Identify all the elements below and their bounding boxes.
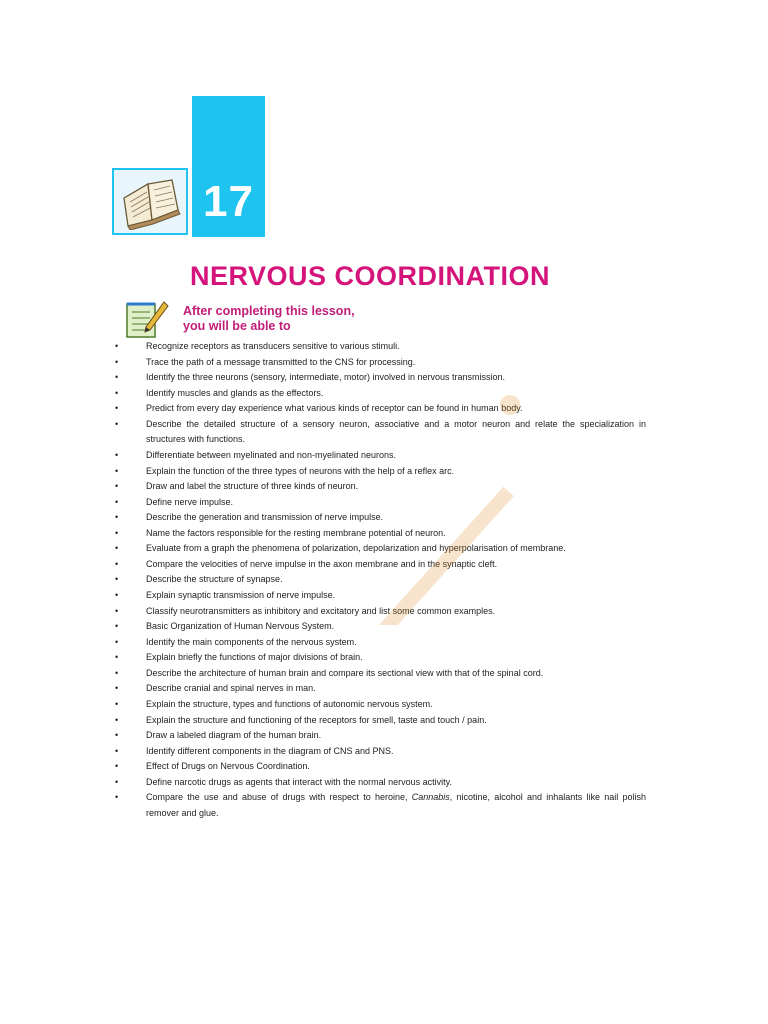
bullet: • — [115, 776, 119, 787]
bullet: • — [115, 714, 119, 725]
objective-item — [112, 557, 646, 573]
objective-text: Describe cranial and spinal nerves in man. — [146, 683, 316, 694]
objective-item — [112, 635, 646, 651]
objective-text: Define narcotic drugs as agents that interact with the normal nervous activity. — [146, 776, 452, 787]
objective-item — [112, 448, 646, 464]
objective-item-last — [112, 790, 646, 821]
objective-item — [112, 526, 646, 542]
lesson-intro — [183, 304, 443, 334]
objective-text: Trace the path of a message transmitted to the CNS for processing. — [146, 356, 416, 367]
bullet: • — [115, 512, 119, 523]
objective-item — [112, 713, 646, 729]
objective-item — [112, 339, 646, 355]
bullet: • — [115, 698, 119, 709]
chapter-icon-box — [112, 168, 188, 235]
objective-text: Draw a labeled diagram of the human brain. — [146, 730, 322, 741]
objective-text: Recognize receptors as transducers sensitive to various stimuli. — [146, 341, 400, 351]
objective-item — [112, 510, 646, 526]
bullet: • — [115, 387, 119, 398]
bullet: • — [115, 667, 119, 678]
bullet: • — [115, 527, 119, 538]
objective-item — [112, 541, 646, 557]
objective-text: Classify neurotransmitters as inhibitory and excitatory and list some common examples. — [146, 605, 496, 616]
open-book-icon — [118, 176, 184, 230]
objectives-list — [112, 339, 646, 821]
objective-item — [112, 728, 646, 744]
objective-text: Differentiate between myelinated and non-myelinated neurons. — [146, 449, 396, 460]
objective-text: Describe the structure of synapse. — [146, 574, 283, 585]
objective-item — [112, 775, 646, 791]
bullet: • — [115, 465, 119, 476]
objective-text: Identify muscles and glands as the effectors. — [146, 387, 324, 398]
objective-text: Compare the velocities of nerve impulse in the axon membrane and in the synaptic cleft. — [146, 558, 498, 569]
objective-text: Describe the detailed structure of a sensory neuron, associative and a motor neuron and relate the specialization in structures with functions. — [146, 418, 646, 445]
intro-line-1: After completing this lesson, — [183, 304, 355, 318]
objective-item — [112, 386, 646, 402]
chapter-title: NERVOUS COORDINATION — [190, 261, 551, 291]
objective-item — [112, 588, 646, 604]
objective-item — [112, 355, 646, 371]
objective-item — [112, 417, 646, 448]
objective-text: Explain the structure, types and functions of autonomic nervous system. — [146, 698, 433, 709]
objective-text-italic: Cannabis — [411, 792, 450, 803]
objective-item — [112, 650, 646, 666]
objective-item — [112, 681, 646, 697]
objective-item — [112, 744, 646, 760]
bullet: • — [115, 745, 119, 756]
objective-text: Explain synaptic transmission of nerve impulse. — [146, 590, 336, 600]
objective-text: Define nerve impulse. — [146, 496, 234, 507]
chapter-number: 17 — [203, 177, 254, 226]
bullet: • — [115, 356, 119, 367]
bullet: • — [115, 496, 119, 507]
objective-text: Explain briefly the functions of major divisions of brain. — [146, 652, 363, 663]
bullet: • — [115, 621, 119, 632]
objective-item — [112, 495, 646, 511]
objective-item — [112, 479, 646, 495]
objective-text: Describe the generation and transmission of nerve impulse. — [146, 512, 384, 523]
bullet: • — [115, 481, 119, 492]
objective-item — [112, 572, 646, 588]
objective-text: Name the factors responsible for the resting membrane potential of neuron. — [146, 527, 446, 538]
objective-text: Explain the function of the three types of neurons with the help of a reflex arc. — [146, 465, 455, 476]
objective-item — [112, 604, 646, 620]
objective-item — [112, 697, 646, 713]
objective-item — [112, 464, 646, 480]
bullet: • — [115, 403, 119, 414]
objective-text: Evaluate from a graph the phenomena of polarization, depolarization and hyperpolarisation of membrane. — [146, 543, 566, 554]
bullet: • — [115, 605, 119, 616]
objective-text: Explain the structure and functioning of the receptors for smell, taste and touch / pain. — [146, 714, 487, 725]
bullet: • — [115, 418, 119, 429]
objective-item — [112, 619, 646, 635]
bullet: • — [115, 372, 119, 383]
bullet: • — [115, 341, 119, 351]
objective-text: Draw and label the structure of three kinds of neuron. — [146, 481, 359, 492]
objective-text: Predict from every day experience what various kinds of receptor can be found in human body. — [146, 403, 523, 414]
bullet: • — [115, 636, 119, 647]
bullet: • — [115, 792, 119, 803]
intro-line-2: you will be able to — [183, 319, 291, 333]
bullet: • — [115, 683, 119, 694]
bullet: • — [115, 730, 119, 741]
bullet: • — [115, 558, 119, 569]
objective-text: Describe the architecture of human brain and compare its sectional view with that of the spinal cord. — [146, 667, 544, 678]
objective-text: Identify different components in the diagram of CNS and PNS. — [146, 745, 394, 756]
objective-item — [112, 666, 646, 682]
objective-text: Basic Organization of Human Nervous System. — [146, 621, 335, 632]
objective-text-after: , nicotine, alcohol and inhalants like nail polish remover and glue. — [146, 792, 646, 818]
objective-item — [112, 401, 646, 417]
notepad-pencil-icon — [124, 300, 170, 340]
objective-item — [112, 759, 646, 775]
bullet: • — [115, 449, 119, 460]
objective-text: Identify the main components of the nervous system. — [146, 636, 357, 647]
bullet: • — [115, 543, 119, 554]
objective-text: Identify the three neurons (sensory, intermediate, motor) involved in nervous transmission. — [146, 372, 506, 383]
objective-text: Effect of Drugs on Nervous Coordination. — [146, 761, 310, 772]
objective-item — [112, 370, 646, 386]
bullet: • — [115, 761, 119, 772]
bullet: • — [115, 574, 119, 585]
bullet: • — [115, 590, 119, 600]
objective-text-before: Compare the use and abuse of drugs with respect to heroine, — [146, 792, 412, 803]
bullet: • — [115, 652, 119, 663]
